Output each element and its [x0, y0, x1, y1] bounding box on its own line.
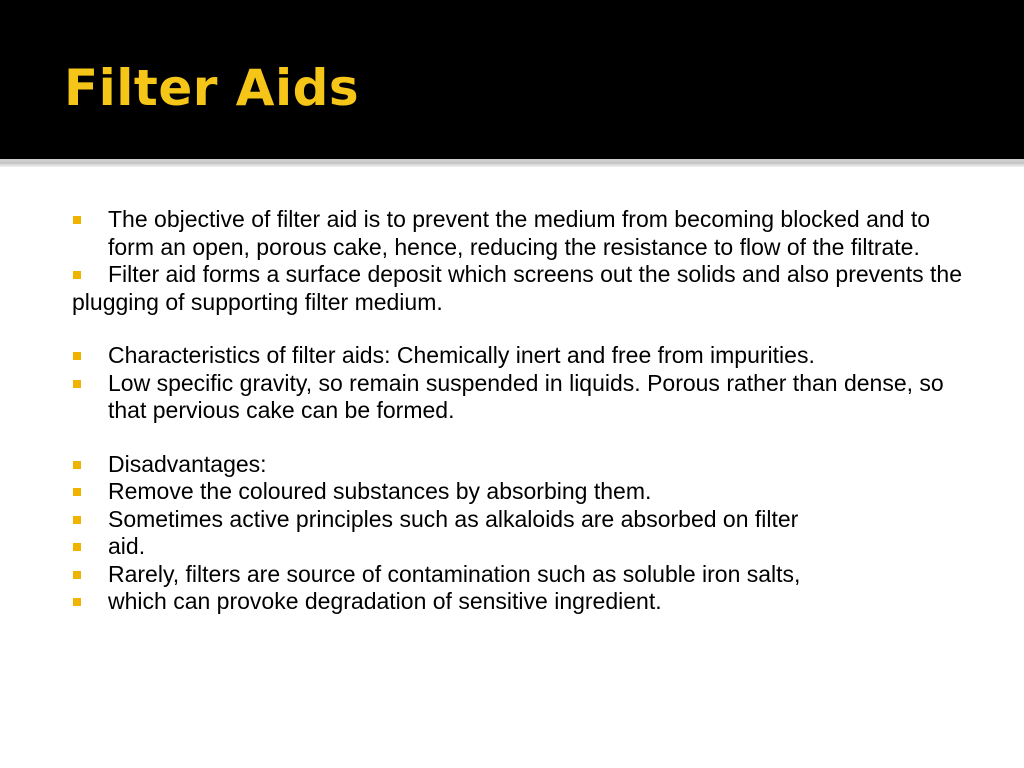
- bullet-square-icon: [73, 488, 81, 496]
- bullet-item: [72, 588, 972, 616]
- bullet-square-icon: [73, 380, 81, 388]
- bullet-text: Sometimes active principles such as alkaloids are absorbed on filter: [108, 505, 799, 532]
- bullet-item: [72, 506, 972, 534]
- bullet-item: [72, 561, 972, 589]
- bullet-item: [72, 478, 972, 506]
- bullet-text: Characteristics of filter aids: Chemically inert and free from impurities.: [108, 342, 815, 368]
- bullet-text: Disadvantages:: [108, 450, 267, 477]
- bullet-text: Remove the coloured substances by absorbing them.: [108, 478, 652, 504]
- title-bar: [0, 0, 1024, 159]
- bullet-text: Low specific gravity, so remain suspended in liquids. Porous rather than dense, so that pervious cake can be formed.: [108, 369, 944, 423]
- bullet-item: [72, 451, 972, 479]
- paragraph-spacer: [72, 316, 972, 342]
- bullet-text: Filter aid forms a surface deposit which screens out the solids and also prevents the plugging of supporting filter medium.: [72, 261, 962, 315]
- bullet-text: Rarely, filters are source of contamination such as soluble iron salts,: [108, 560, 801, 587]
- bullet-square-icon: [73, 571, 81, 579]
- bullet-text: aid.: [108, 533, 146, 559]
- bullet-item: [72, 261, 972, 316]
- slide-body: [72, 206, 972, 616]
- bullet-item: [72, 206, 972, 261]
- bullet-item: [72, 342, 972, 370]
- title-divider-shadow: [0, 162, 1024, 167]
- bullet-square-icon: [73, 516, 81, 524]
- bullet-square-icon: [73, 543, 81, 551]
- bullet-square-icon: [73, 598, 81, 606]
- bullet-square-icon: [73, 216, 81, 224]
- slide-title: Filter Aids: [64, 59, 360, 117]
- bullet-square-icon: [73, 271, 81, 279]
- bullet-square-icon: [73, 461, 81, 469]
- bullet-item: [72, 533, 972, 561]
- bullet-text: The objective of filter aid is to prevent the medium from becoming blocked and to form an open, porous cake, hence, reducing the resistance to flow of the filtrate.: [108, 206, 931, 260]
- bullet-item: [72, 370, 972, 425]
- bullet-text: which can provoke degradation of sensitive ingredient.: [108, 588, 662, 614]
- paragraph-spacer: [72, 425, 972, 451]
- bullet-square-icon: [73, 352, 81, 360]
